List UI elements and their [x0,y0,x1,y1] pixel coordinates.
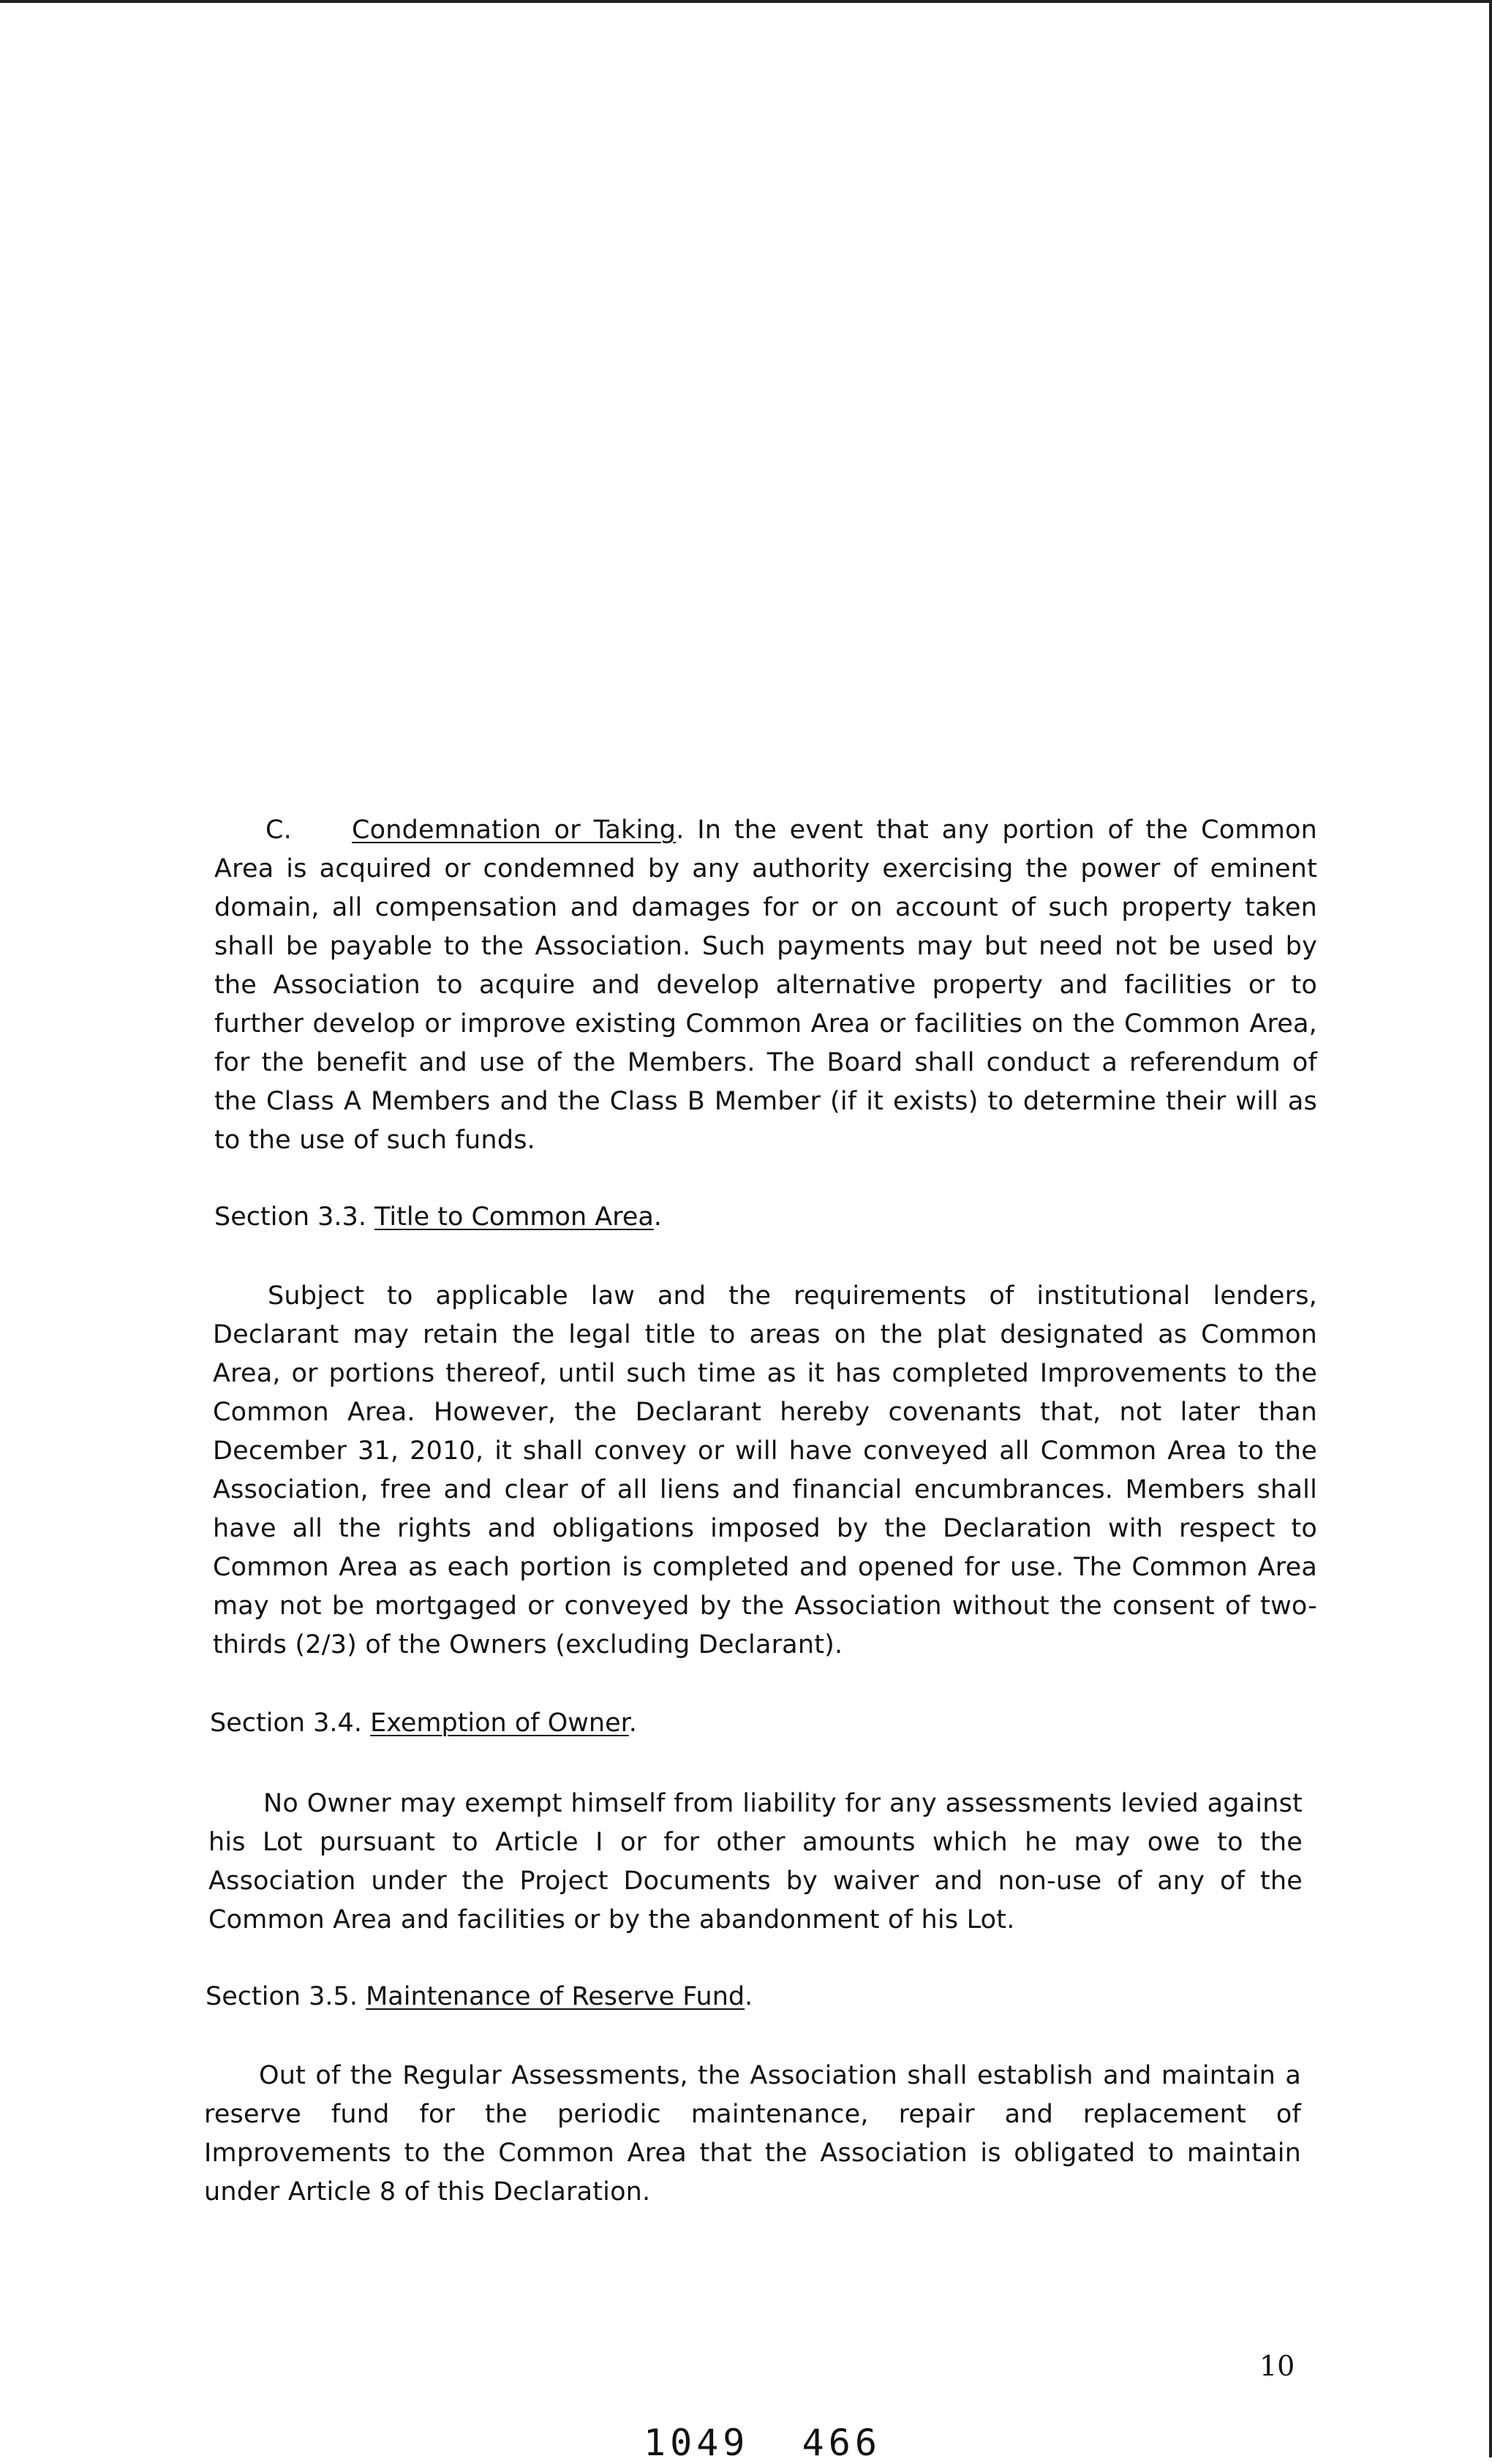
section-c-title: Condemnation or Taking [352,815,677,845]
page-edge-right [1489,0,1492,2457]
section-3-4-title-end: . [628,1708,637,1738]
section-3-3-heading [214,1198,662,1237]
section-3-5-heading [206,1978,753,2016]
section-3-3-title: Title to Common Area [374,1202,654,1232]
section-3-5-title: Maintenance of Reserve Fund [366,1982,745,2011]
section-3-4-text: No Owner may exempt himself from liability for any assessments levied against his Lot pursuant to Article I or for other amounts which he may owe to the Association under the Project Documents by waiver and non-use of any of the Common Area and facilities or by the abandonment of his Lot. [208,1789,1303,1934]
section-3-3-text: Subject to applicable law and the requirements of institutional lenders, Declarant may retain the legal title to areas on the plat designated as Common Area, or portions thereof, until such time as it has completed Improvements to the Common Area. However, the Declarant hereby covenants that, not later than December 31, 2010, it shall convey or will have conveyed all Common Area to the Association, free and clear of all liens and financial encumbrances. Members shall have all the rights and obligations imposed by the Declaration with respect to Common Area as each portion is completed and opened for use. The Common Area may not be mortgaged or conveyed by the Association without the consent of two-thirds (2/3) of the Owners (excluding Declarant). [213,1281,1317,1659]
section-3-3-paragraph [213,1277,1317,1665]
section-3-3-title-end: . [653,1202,662,1232]
section-c-letter: C. [265,815,292,845]
page-number: 10 [1259,2350,1295,2382]
section-c-paragraph [214,811,1317,1160]
section-3-4-number: Section 3.4. [210,1708,362,1738]
section-3-4-paragraph [208,1785,1303,1940]
page-edge-top [0,0,1492,3]
recording-number: 1049 466 [644,2422,881,2464]
section-3-5-paragraph [204,2057,1301,2212]
section-3-5-title-end: . [745,1982,753,2011]
section-3-4-title: Exemption of Owner [370,1708,629,1738]
section-3-5-text: Out of the Regular Assessments, the Association shall establish and maintain a reserve fund for the periodic maintenance, repair and replacement of Improvements to the Common Area that the Association is obligated to maintain under Article 8 of this Declaration. [204,2061,1301,2207]
section-c-text: . In the event that any portion of the Common Area is acquired or condemned by any authority exercising the power of eminent domain, all compensation and damages for or on account of such property taken shall be payable to the Association. Such payments may but need not be used by the Association to acquire and develop alternative property and facilities or to further develop or improve existing Common Area or facilities on the Common Area, for the benefit and use of the Members. The Board shall conduct a referendum of the Class A Members and the Class B Member (if it exists) to determine their will as to the use of such funds. [214,815,1317,1155]
section-3-5-number: Section 3.5. [206,1982,358,2011]
section-3-4-heading [210,1704,637,1743]
section-3-3-number: Section 3.3. [214,1202,366,1232]
